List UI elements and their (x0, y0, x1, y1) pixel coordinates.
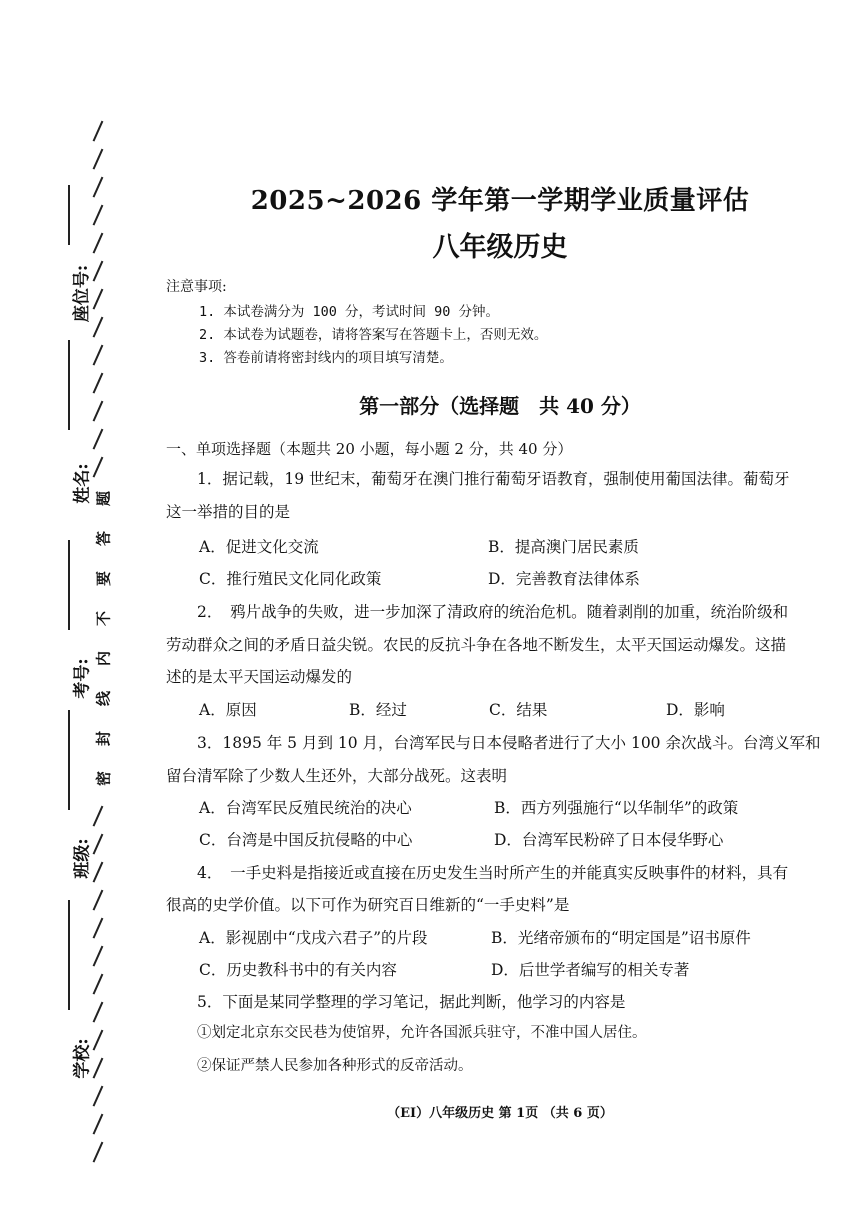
question-3-option-d: D．台湾军民粉碎了日本侵华野心 (494, 831, 724, 849)
seal-char: 要 (94, 571, 113, 587)
question-1-text: 这一举措的目的是 (166, 503, 291, 521)
dash-mark (93, 1114, 103, 1135)
notice-item: 3. 答卷前请将密封线内的项目填写清楚。 (199, 350, 453, 366)
page-footer: （EI）八年级历史 第 1页 （共 6 页） (387, 1106, 613, 1121)
seal-char: 内 (94, 651, 113, 667)
dash-mark (93, 261, 103, 282)
question-4-text: 很高的史学价值。以下可作为研究百日维新的“一手史料”是 (166, 896, 570, 914)
question-2-text: 2． 鸦片战争的失败，进一步加深了清政府的统治危机。随着剥削的加重，统治阶级和 (197, 603, 789, 621)
dash-mark (93, 345, 103, 366)
question-4-option-d: D．后世学者编写的相关专著 (491, 961, 690, 979)
question-4-text: 4． 一手史料是指接近或直接在历史发生当时所产生的并能真实反映事件的材料，具有 (197, 864, 789, 882)
dash-mark (93, 429, 103, 450)
dash-mark (93, 1058, 103, 1079)
question-1-option-b: B．提高澳门居民素质 (488, 538, 639, 556)
dash-mark (93, 890, 103, 911)
seal-char: 密 (94, 771, 113, 787)
school-label: 学校: (72, 1038, 93, 1079)
notice-item: 1. 本试卷满分为 100 分，考试时间 90 分钟。 (199, 304, 500, 320)
question-4-option-b: B．光绪帝颁布的“明定国是”诏书原件 (491, 929, 751, 947)
class-fill-line (68, 710, 70, 810)
notice-heading: 注意事项: (166, 279, 227, 295)
seal-char: 不 (94, 611, 113, 627)
question-1-text: 1．据记载，19 世纪末，葡萄牙在澳门推行葡萄牙语教育，强制使用葡国法律。葡萄牙 (197, 470, 790, 488)
question-1-option-a: A．促进文化交流 (199, 538, 319, 556)
dash-mark (93, 918, 103, 939)
exam-subtitle: 八年级历史 (432, 232, 568, 263)
question-5-note: ①划定北京东交民巷为使馆界，允许各国派兵驻守，不准中国人居住。 (197, 1025, 647, 1041)
question-2-text: 劳动群众之间的矛盾日益尖锐。农民的反抗斗争在各地不断发生，太平天国运动爆发。这描 (166, 636, 787, 654)
dash-mark (93, 121, 103, 142)
seat-fill-line (68, 185, 70, 245)
dash-mark (93, 806, 103, 827)
name-label: 姓名: (72, 463, 93, 504)
exam-title: 2025~2026 学年第一学期学业质量评估 (250, 186, 750, 216)
seal-dash-line-bottom (93, 805, 125, 1155)
question-2-option-c: C．结果 (489, 701, 548, 719)
dash-mark (93, 401, 103, 422)
seat-label: 座位号: (72, 264, 93, 323)
class-label: 班级: (72, 838, 93, 879)
question-5-note: ②保证严禁人民参加各种形式的反帝活动。 (197, 1058, 473, 1074)
question-3-text: 留台清军除了少数人生还外，大部分战死。这表明 (166, 767, 508, 785)
notice-item: 2. 本试卷为试题卷，请将答案写在答题卡上，否则无效。 (199, 327, 548, 343)
dash-mark (93, 205, 103, 226)
name-fill-line (68, 340, 70, 430)
question-1-option-d: D．完善教育法律体系 (488, 570, 640, 588)
section-heading: 一、单项选择题（本题共 20 小题，每小题 2 分，共 40 分） (166, 440, 573, 458)
dash-mark (93, 1030, 103, 1051)
question-2-option-b: B．经过 (349, 701, 407, 719)
dash-mark (93, 317, 103, 338)
seal-char: 线 (94, 691, 113, 707)
dash-mark (93, 289, 103, 310)
dash-mark (93, 1002, 103, 1023)
question-3-option-c: C．台湾是中国反抗侵略的中心 (199, 831, 413, 849)
dash-mark (93, 946, 103, 967)
dash-mark (93, 974, 103, 995)
question-3-text: 3．1895 年 5 月到 10 月，台湾军民与日本侵略者进行了大小 100 余次战斗。台湾义军和 (197, 734, 821, 752)
seal-dash-line-top (93, 120, 125, 480)
school-fill-line (68, 900, 70, 1010)
question-2-option-a: A．原因 (199, 701, 257, 719)
dash-mark (93, 1142, 103, 1163)
seal-char: 题 (94, 491, 113, 507)
question-4-option-c: C．历史教科书中的有关内容 (199, 961, 397, 979)
seal-char: 封 (94, 731, 113, 747)
dash-mark (93, 233, 103, 254)
part-title: 第一部分（选择题 共 40 分） (359, 394, 641, 418)
dash-mark (93, 1086, 103, 1107)
exam-no-fill-line (68, 540, 70, 630)
dash-mark (93, 862, 103, 883)
question-4-option-a: A．影视剧中“戊戌六君子”的片段 (199, 929, 428, 947)
question-2-option-d: D．影响 (666, 701, 725, 719)
question-2-text: 述的是太平天国运动爆发的 (166, 668, 353, 686)
question-5-text: 5．下面是某同学整理的学习笔记，据此判断，他学习的内容是 (197, 993, 626, 1011)
question-1-option-c: C．推行殖民文化同化政策 (199, 570, 382, 588)
dash-mark (93, 149, 103, 170)
exam-no-label: 考号: (72, 658, 93, 699)
dash-mark (93, 834, 103, 855)
dash-mark (93, 373, 103, 394)
question-3-option-b: B．西方列强施行“以华制华”的政策 (494, 799, 739, 817)
question-3-option-a: A．台湾军民反殖民统治的决心 (199, 799, 412, 817)
dash-mark (93, 177, 103, 198)
dash-mark (93, 457, 103, 478)
seal-char: 答 (94, 531, 113, 547)
